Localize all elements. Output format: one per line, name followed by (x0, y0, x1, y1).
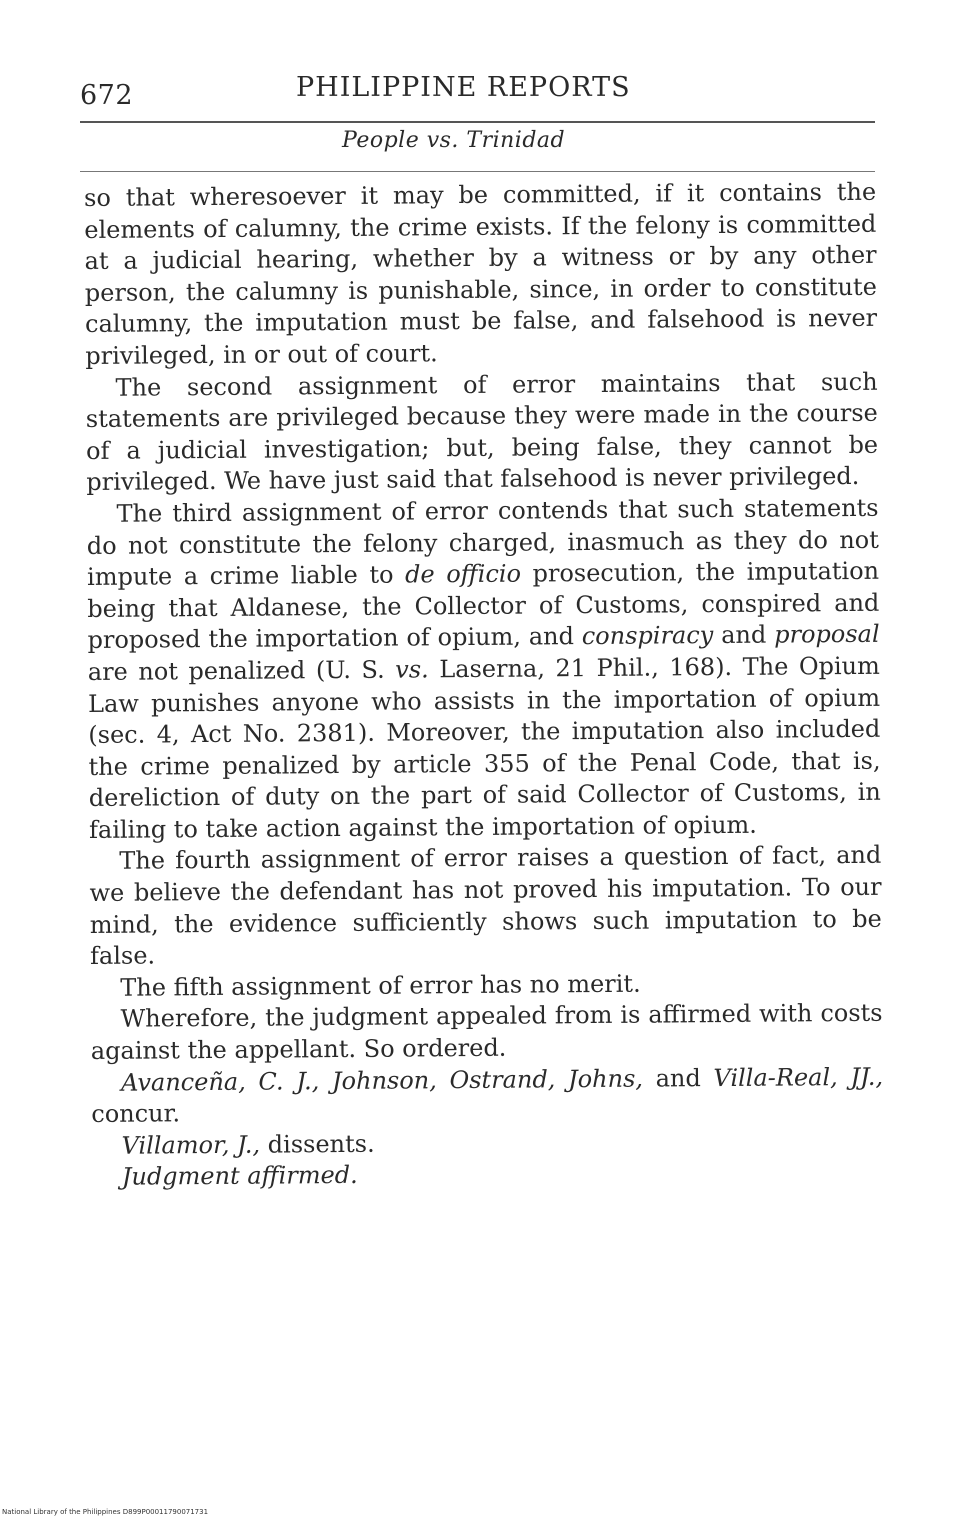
concurring-justice-last: Villa-Real, JJ., (713, 1062, 884, 1092)
italic-term-vs: vs. (395, 655, 429, 684)
dissenting-justice: Villamor, J., (121, 1130, 261, 1160)
concurrence-line (91, 1061, 883, 1130)
paragraph-4: The fourth assignment of error raises a question of fact, and we believe the defendant has not proved his imputation. To our mind, the evidence sufficiently shows such imputation to be false. (89, 841, 882, 971)
italic-term-conspiracy: conspiracy (581, 621, 714, 651)
paragraph-1: so that wheresoever it may be committed, if it contains the elements of calumny, the crime exists. If the felony is committed at a judicial hearing, whether by a witness or by any other person, the calumny is punishable, since, in order to constitute calumny, the imputation must be false, and falsehood is never privileged, in or out of court. (84, 177, 878, 370)
paragraph-3-text-5: Laserna, 21 Phil., 168). The Opium Law punishes anyone who assists in the importation of opium (sec. 4, Act No. 2381). Moreover, the imputation also included the crime penalized by article 355 of the Penal Code, that is, dereliction of duty on the part of said Collector of Customs, in failing to take action against the importation of opium. (87, 651, 881, 844)
paragraph-3-text-1: The third assignment of error contends that such statements do not constitute the felony charged, inasmuch as they do not impute a crime liable to (86, 493, 879, 592)
caption-rule (80, 171, 875, 172)
paragraph-3-text-3: and (713, 620, 775, 650)
italic-term-proposal: proposal (774, 620, 880, 649)
latin-term: de officio (404, 559, 522, 589)
paragraph-5: The fifth assignment of error has no merit. (120, 969, 641, 1002)
footer-credit: National Library of the Philippines D899P00011790071731 (2, 1508, 209, 1516)
case-caption: People vs. Trinidad (342, 128, 566, 153)
paragraph-2: The second assignment of error maintains that such statements are privileged because they were made in the course of a judicial investigation; but, being false, they cannot be privileged. We have just said that falsehood is never privileged. (85, 367, 879, 497)
concurrence-verb: concur. (91, 1099, 181, 1129)
page-number: 672 (80, 80, 134, 111)
paragraph-3 (86, 493, 881, 847)
concurrence-and: and (642, 1063, 714, 1093)
concurring-justices: Avanceña, C. J., Johnson, Ostrand, Johns, (120, 1064, 644, 1097)
running-head: PHILIPPINE REPORTS (296, 72, 631, 103)
paragraph-6: Wherefore, the judgment appealed from is affirmed with costs against the appellant. So ordered. (90, 999, 883, 1066)
disposition-text: Judgment affirmed. (121, 1161, 358, 1192)
body-text (84, 177, 884, 1194)
header-rule (80, 121, 875, 123)
paragraph-3-text-2: prosecution, the imputation being that Aldanese, the Collector of Customs, conspired and proposed the importation of opium, and (87, 556, 880, 655)
disposition (92, 1156, 884, 1194)
paragraph-3-text-4: are not penalized (U. S. (87, 655, 396, 686)
dissent-verb: dissents. (260, 1129, 375, 1159)
